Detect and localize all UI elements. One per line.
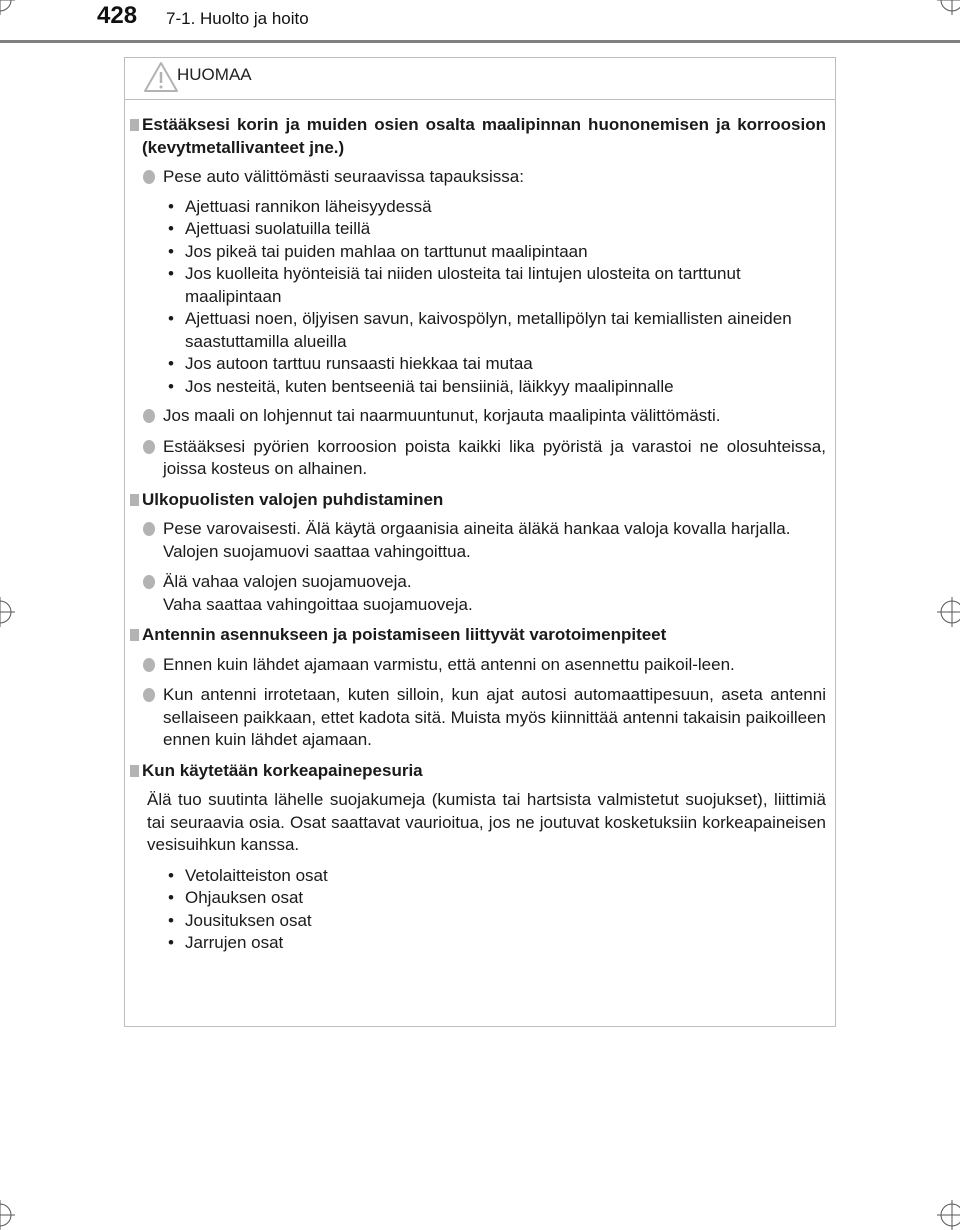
round-bullet-icon [143, 522, 155, 536]
crop-mark-top-right [937, 0, 960, 15]
round-bullet-icon [143, 440, 155, 454]
square-bullet-icon [130, 629, 139, 641]
round-bullet-icon [143, 658, 155, 672]
round-bullet-icon [143, 409, 155, 423]
square-bullet-icon [130, 119, 139, 131]
bullet-item: Ennen kuin lähdet ajamaan varmistu, että antenni on asennettu paikoil-leen. [130, 654, 826, 677]
bullet-item: Estääksesi pyörien korroosion poista kaikki lika pyöristä ja varastoi ne olosuhteissa, joissa kosteus on alhainen. [130, 436, 826, 481]
sub-list [130, 196, 826, 399]
sub-list-item: • Vetolaitteiston osat [166, 865, 826, 888]
bullet-item: Pese auto välittömästi seuraavissa tapauksissa: [130, 166, 826, 189]
section-title: 7-1. Huolto ja hoito [166, 9, 309, 28]
sub-list-item: • Jos nesteitä, kuten bentseeniä tai bensiiniä, läikkyy maalipinnalle [166, 376, 826, 399]
warning-triangle-icon [143, 61, 179, 93]
bullet-item: Jos maali on lohjennut tai naarmuuntunut, korjauta maalipinta välittömästi. [130, 405, 826, 428]
round-bullet-icon [143, 688, 155, 702]
bullet-item: Pese varovaisesti. Älä käytä orgaanisia aineita äläkä hankaa valoja kovalla harjalla. Valojen suojamuovi saattaa vahingoittua. [130, 518, 826, 563]
crop-mark-right-middle [937, 597, 960, 627]
bullet-item: Kun antenni irrotetaan, kuten silloin, kun ajat autosi automaattipesuun, aseta antenni sellaiseen paikkaan, ettet kadota sitä. Muista myös kiinnittää antenni takaisin paikoilleen ennen kuin lähdet ajamaan. [130, 684, 826, 752]
sub-list-item: • Jos autoon tarttuu runsaasti hiekkaa tai mutaa [166, 353, 826, 376]
sub-list-item: • Ajettuasi rannikon läheisyydessä [166, 196, 826, 219]
paragraph: Älä tuo suutinta lähelle suojakumeja (kumista tai hartsista valmistetut suojukset), liittimiä tai seuraavia osia. Osat saattavat vaurioitua, jos ne joutuvat kosketuksiin korkeapaineisen vesisuihkun kanssa. [147, 790, 826, 854]
sub-list-item: • Jos pikeä tai puiden mahlaa on tarttunut maalipintaan [166, 241, 826, 264]
header-rule [0, 40, 960, 43]
sub-list-item: • Ajettuasi suolatuilla teillä [166, 218, 826, 241]
crop-mark-bottom-right [937, 1200, 960, 1230]
round-bullet-icon [143, 170, 155, 184]
section-heading: Antennin asennukseen ja poistamiseen liittyvät varotoimenpiteet [130, 624, 826, 647]
sub-list-item: • Jos kuolleita hyönteisiä tai niiden ulosteita tai lintujen ulosteita on tarttunut maalipintaan [166, 263, 826, 308]
crop-mark-top-left [0, 0, 15, 15]
notice-box [124, 57, 836, 1027]
sub-list-item: • Jarrujen osat [166, 932, 826, 955]
sub-list-item: • Ajettuasi noen, öljyisen savun, kaivospölyn, metallipölyn tai kemiallisten aineiden saastuttamilla alueilla [166, 308, 826, 353]
sub-list-item: • Ohjauksen osat [166, 887, 826, 910]
notice-title: HUOMAA [177, 65, 252, 84]
square-bullet-icon [130, 765, 139, 777]
square-bullet-icon [130, 494, 139, 506]
section-heading: Estääksesi korin ja muiden osien osalta maalipinnan huononemisen ja korroosion (kevytmetallivanteet jne.) [130, 114, 826, 159]
notice-header [125, 58, 835, 100]
section-heading: Ulkopuolisten valojen puhdistaminen [130, 489, 826, 512]
crop-mark-bottom-left [0, 1200, 15, 1230]
sub-list-item: • Jousituksen osat [166, 910, 826, 933]
crop-mark-left-middle [0, 597, 15, 627]
bullet-item: Älä vahaa valojen suojamuoveja. Vaha saattaa vahingoittaa suojamuoveja. [130, 571, 826, 616]
sub-list [130, 865, 826, 955]
notice-content [130, 114, 826, 962]
page-number: 428 [97, 2, 138, 29]
round-bullet-icon [143, 575, 155, 589]
section-heading: Kun käytetään korkeapainepesuria [130, 760, 826, 783]
